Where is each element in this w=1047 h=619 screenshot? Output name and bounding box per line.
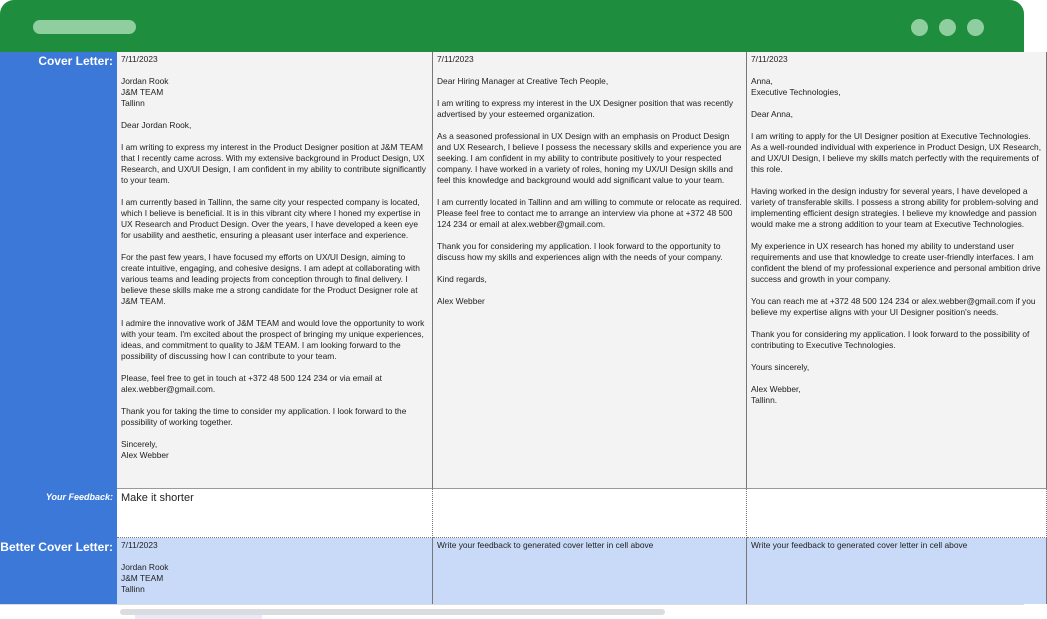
sheet-tab-indicator: [135, 615, 262, 619]
feedback-row-label: Your Feedback:: [45, 492, 113, 502]
window-dot-icon[interactable]: [939, 19, 956, 36]
better-letter-row-label: Better Cover Letter:: [0, 540, 113, 554]
window-dot-icon[interactable]: [967, 19, 984, 36]
cover-letter-cell[interactable]: 7/11/2023 Anna, Executive Technologies, Dear Anna, I am writing to apply for the UI Designer position at Executive Technologies. As a well-rounded individual with experience in Product Design, UX Research, and UX/UI Design, I believe my skills match perfectly with the requirements of this role. Having worked in the design industry for several years, I have developed a variety of transferable skills. I possess a strong ability for problem-solving and implementing efficient design strategies. I believe my knowledge and passion would make me a strong addition to your team at Executive Technologies. My experience in UX research has honed my ability to understand user requirements and use that knowledge to create user-friendly interfaces. I am confident the blend of my professional experience and personal ambition drive success and growth in your company. You can reach me at +372 48 500 124 234 or alex.webber@gmail.com if you believe my expertise aligns with your UI Designer position's needs. Thank you for considering my application. I look forward to the possibility of contributing to Executive Technologies. Yours sincerely, Alex Webber, Tallinn.: [747, 52, 1047, 488]
horizontal-scrollbar-track: [0, 604, 1024, 618]
row-header-column: [0, 52, 117, 604]
spreadsheet-grid: [0, 52, 1042, 604]
better-letter-cell[interactable]: Write your feedback to generated cover letter in cell above: [433, 538, 747, 604]
window-dot-icon[interactable]: [911, 19, 928, 36]
feedback-input-cell[interactable]: [747, 488, 1047, 538]
cover-letter-row-label: Cover Letter:: [38, 54, 113, 68]
title-bar: [0, 0, 1024, 52]
feedback-input-cell[interactable]: [433, 488, 747, 538]
feedback-input-cell[interactable]: Make it shorter: [117, 488, 433, 538]
cover-letter-cell[interactable]: 7/11/2023 Dear Hiring Manager at Creative Tech People, I am writing to express my interest in the UX Designer position that was recently advertised by your esteemed organization. As a seasoned professional in UX Design with an emphasis on Product Design and UX Research, I believe I possess the necessary skills and experience you are seeking. I am confident in my ability to contribute positively to your respected company. I have worked in a variety of roles, honing my UX/UI Design skills and feel this knowledge and background would add significant value to your team. I am currently located in Tallinn and am willing to commute or relocate as required. Please feel free to contact me to arrange an interview via phone at +372 48 500 124 234 or email at alex.webber@gmail.com. Thank you for considering my application. I look forward to the opportunity to discuss how my skills and experiences align with the needs of your company. Kind regards, Alex Webber: [433, 52, 747, 488]
better-letter-cell[interactable]: Write your feedback to generated cover letter in cell above: [747, 538, 1047, 604]
better-letter-cell[interactable]: 7/11/2023 Jordan Rook J&M TEAM Tallinn: [117, 538, 433, 604]
window-title-placeholder: [33, 20, 136, 34]
cover-letter-cell[interactable]: 7/11/2023 Jordan Rook J&M TEAM Tallinn Dear Jordan Rook, I am writing to express my interest in the Product Designer position at J&M TEAM that I recently came across. With my extensive background in Product Design, UX Research, and UX/UI Design, I am confident in my ability to contribute significantly to your team. I am currently based in Tallinn, the same city your respected company is located, which I believe is beneficial. It is in this vibrant city where I honed my expertise in UX Research and Product Design. Over the years, I have developed a keen eye for usability and aesthetic, ensuring a pleasant user interface and experience. For the past few years, I have focused my efforts on UX/UI Design, aiming to create intuitive, engaging, and cohesive designs. I am adept at collaborating with various teams and leading projects from conception through to final delivery. I believe these skills make me a strong candidate for the Product Designer role at J&M TEAM. I admire the innovative work of J&M TEAM and would love the opportunity to work with your team. I'm excited about the prospect of bringing my unique experiences, ideas, and commitment to quality to J&M TEAM. I am looking forward to the possibility of discussing how I can contribute to your team. Please, feel free to get in touch at +372 48 500 124 234 or via email at alex.webber@gmail.com. Thank you for taking the time to consider my application. I look forward to the possibility of working together. Sincerely, Alex Webber: [117, 52, 433, 488]
